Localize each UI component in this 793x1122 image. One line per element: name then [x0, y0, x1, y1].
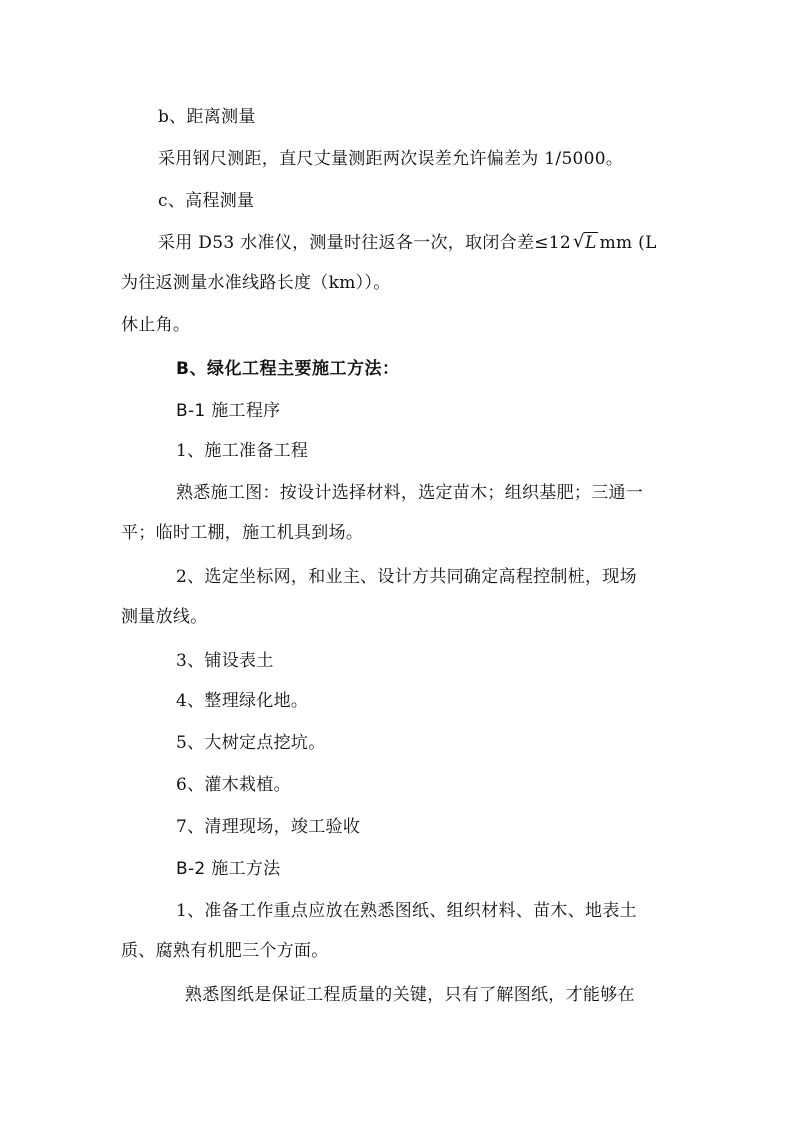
- section-title-elevation: c、高程测量: [158, 191, 255, 211]
- list-item: 1、准备工作重点应放在熟悉图纸、组织材料、苗木、地表土: [176, 901, 637, 921]
- paragraph: 熟悉图纸是保证工程质量的关键，只有了解图纸，才能够在: [185, 985, 635, 1005]
- paragraph: 休止角。: [121, 315, 191, 335]
- list-item: 6、灌木栽植。: [176, 775, 291, 795]
- list-item: 2、选定坐标网，和业主、设计方共同确定高程控制桩，现场: [176, 567, 637, 587]
- heading-greening-methods: B、绿化工程主要施工方法：: [176, 359, 400, 379]
- formula-text-pre: 采用 D53 水准仪，测量时往返各一次，取闭合差≤12: [158, 233, 572, 253]
- subheading-construction-procedure: B-1 施工程序: [176, 401, 281, 421]
- subheading-construction-methods: B-2 施工方法: [176, 859, 281, 879]
- paragraph-continuation: 质、腐熟有机肥三个方面。: [121, 941, 329, 961]
- list-item: 4、整理绿化地。: [176, 691, 309, 711]
- paragraph: 采用钢尺测距，直尺丈量测距两次误差允许偏差为 1/5000。: [158, 149, 624, 169]
- list-item: 1、施工准备工程: [176, 441, 309, 461]
- sqrt-radicand: L: [585, 233, 597, 253]
- paragraph-continuation: 平；临时工棚，施工机具到场。: [121, 523, 364, 543]
- paragraph: 熟悉施工图：按设计选择材料，选定苗木；组织基肥；三通一: [176, 483, 644, 503]
- paragraph-continuation: 测量放线。: [121, 607, 208, 627]
- sqrt-symbol: √ L: [573, 231, 597, 253]
- list-item: 3、铺设表土: [176, 651, 274, 671]
- list-item: 7、清理现场，竣工验收: [176, 817, 361, 837]
- list-item: 5、大树定点挖坑。: [176, 733, 326, 753]
- paragraph-level-formula: [158, 232, 657, 254]
- paragraph-continuation: 为往返测量水准线路长度（km））。: [121, 273, 391, 293]
- section-title-distance: b、距离测量: [158, 107, 256, 127]
- formula-text-post: mm (L: [599, 233, 657, 253]
